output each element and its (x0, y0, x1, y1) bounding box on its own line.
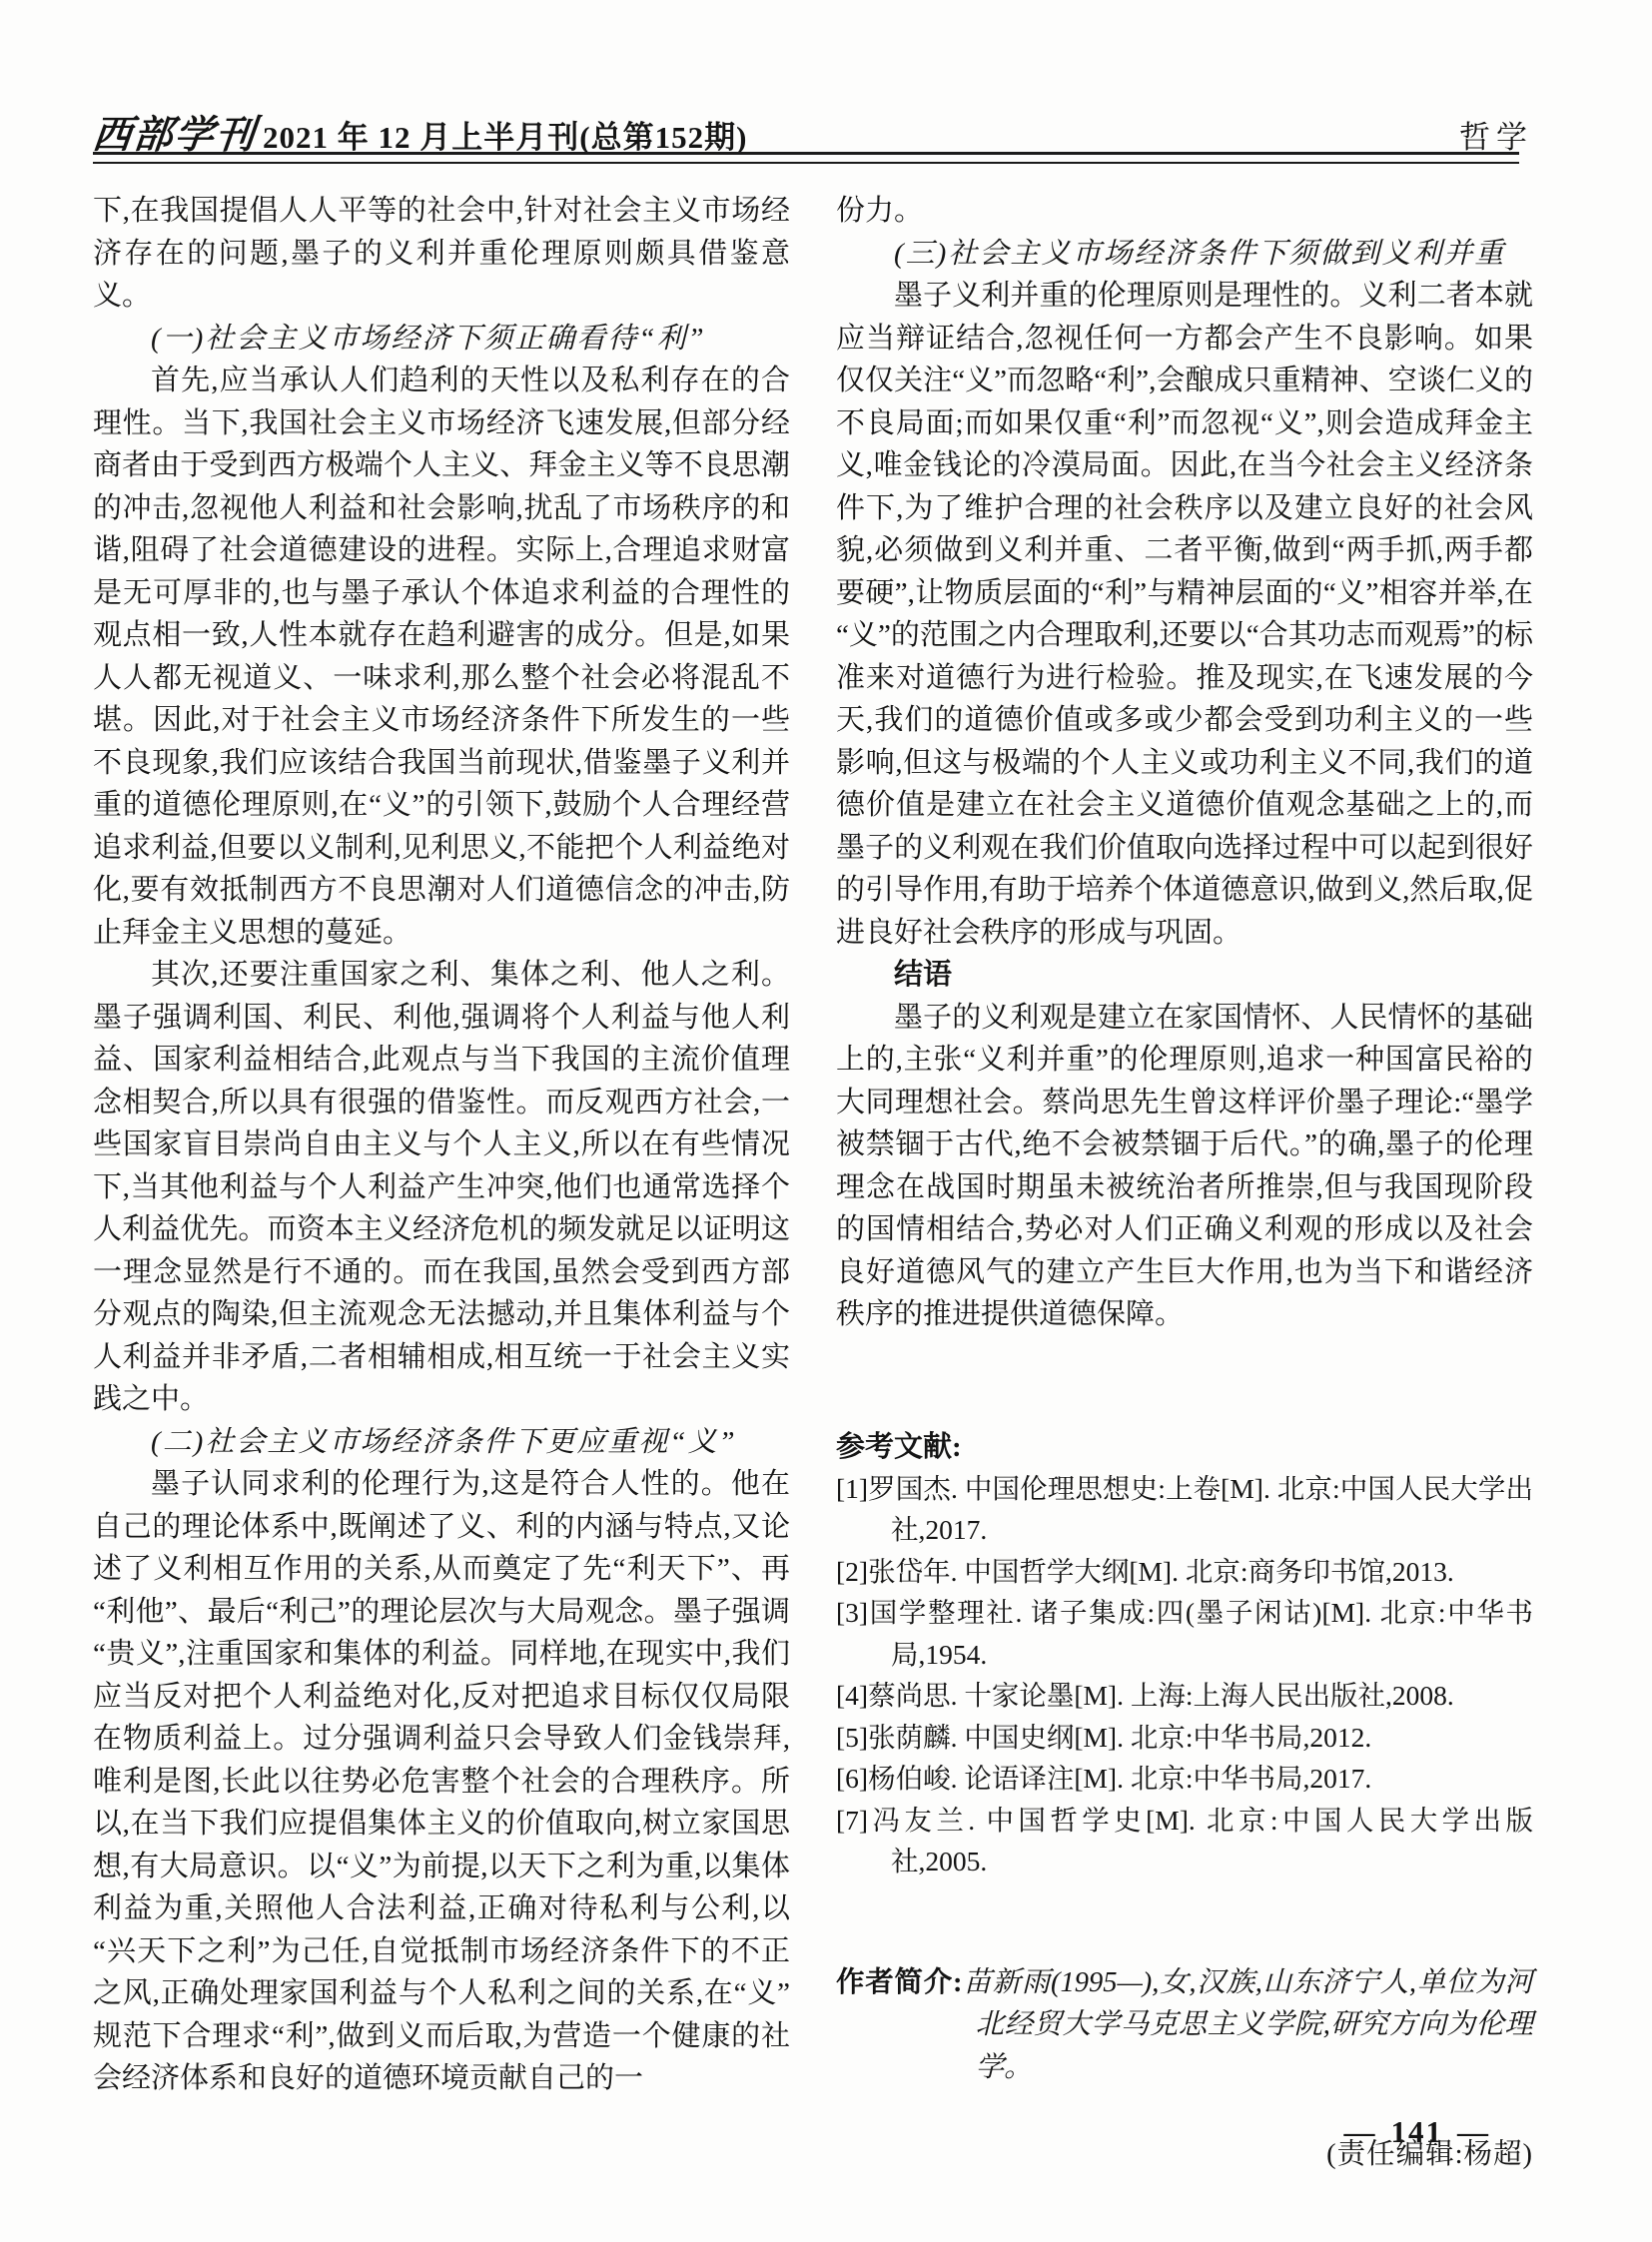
page-number (1330, 2114, 1505, 2150)
paragraph: 墨子义利并重的伦理原则是理性的。义利二者本就应当辩证结合,忽视任何一方都会产生不良影响。如果仅仅关注“义”而忽略“利”,会酿成只重精神、空谈仁义的不良局面;而如果仅重“利”而忽视“义”,则会造成拜金主义,唯金钱论的冷漠局面。因此,在当今社会主义经济条件下,为了维护合理的社会秩序以及建立良好的社会风貌,必须做到义利并重、二者平衡,做到“两手抓,两手都要硬”,让物质层面的“利”与精神层面的“义”相容并举,在“义”的范围之内合理取利,还要以“合其功志而观焉”的标准来对道德行为进行检验。推及现实,在飞速发展的今天,我们的道德价值或多或少都会受到功利主义的一些影响,但这与极端的个人主义或功利主义不同,我们的道德价值是建立在社会主义道德价值观念基础之上的,而墨子的义利观在我们价值取向选择过程中可以起到很好的引导作用,有助于培养个体道德意识,做到义,然后取,促进良好社会秩序的形成与巩固。 (836, 280, 1533, 949)
subsection-heading: (三)社会主义市场经济条件下须做到义利并重 (894, 237, 1506, 270)
reference-item: [3]国学整理社. 诸子集成:四(墨子闲诂)[M]. 北京:中华书局,1954. (836, 1597, 1533, 1670)
reference-item: [5]张荫麟. 中国史纲[M]. 北京:中华书局,2012. (836, 1721, 1372, 1753)
paragraph: 墨子的义利观是建立在家国情怀、人民情怀的基础上的,主张“义利并重”的伦理原则,追求一种国富民裕的大同理想社会。蔡尚思先生曾这样评价墨子理论:“墨学被禁锢于古代,绝不会被禁锢于后代。”的确,墨子的伦理理念在战国时期虽未被统治者所推崇,但与我国现阶段的国情相结合,势必对人们正确义利观的形成以及社会良好道德风气的建立产生巨大作用,也为当下和谐经济秩序的推进提供道德保障。 (836, 1001, 1533, 1330)
reference-item: [7]冯友兰. 中国哲学史[M]. 北京:中国人民大学出版社,2005. (836, 1804, 1533, 1876)
section-label: 哲学 (1459, 120, 1533, 155)
paragraph-continued: 下,在我国提倡人人平等的社会中,针对社会主义市场经济存在的问题,墨子的义利并重伦理原则颇具借鉴意义。 (93, 195, 790, 312)
journal-logo: 西部学刊 (90, 114, 259, 157)
reference-item: [4]蔡尚思. 十家论墨[M]. 上海:上海人民出版社,2008. (836, 1680, 1454, 1711)
reference-item: [1]罗国杰. 中国伦理思想史:上卷[M]. 北京:中国人民大学出社,2017. (836, 1472, 1533, 1545)
right-column (836, 190, 1533, 2172)
reference-item: [6]杨伯峻. 论语译注[M]. 北京:中华书局,2017. (836, 1763, 1372, 1794)
paragraph-continued: 份力。 (836, 195, 924, 227)
author-bio-label: 作者简介: (836, 1966, 963, 1998)
page-number-value: 141 (1390, 2114, 1443, 2149)
article-body (93, 190, 1533, 2172)
paragraph: 首先,应当承认人们趋利的天性以及私利存在的合理性。当下,我国社会主义市场经济飞速发展,但部分经商者由于受到西方极端个人主义、拜金主义等不良思潮的冲击,忽视他人利益和社会影响,扰乱了市场秩序的和谐,阻碍了社会道德建设的进程。实际上,合理追求财富是无可厚非的,也与墨子承认个体追求利益的合理性的观点相一致,人性本就存在趋利避害的成分。但是,如果人人都无视道义、一味求利,那么整个社会必将混乱不堪。因此,对于社会主义市场经济条件下所发生的一些不良现象,我们应该结合我国当前现状,借鉴墨子义利并重的道德伦理原则,在“义”的引领下,鼓励个人合理经营追求利益,但要以义制利,见利思义,不能把个人利益绝对化,要有效抵制西方不良思潮对人们道德信念的冲击,防止拜金主义思想的蔓延。 (93, 365, 790, 949)
author-bio (836, 1962, 1533, 2090)
header-divider (93, 152, 1519, 164)
references-heading: 参考文献: (836, 1430, 962, 1463)
editor-note: (责任编辑:杨超) (1326, 2139, 1533, 2170)
reference-item: [2]张岱年. 中国哲学大纲[M]. 北京:商务印书馆,2013. (836, 1555, 1454, 1587)
subsection-heading: (二)社会主义市场经济条件下更应重视“义” (151, 1425, 737, 1458)
issue-info: 2021 年 12 月上半月刊(总第152期) (263, 120, 748, 155)
subsection-heading: (一)社会主义市场经济下须正确看待“利” (151, 322, 706, 355)
page-number-dash-right: — (1457, 2114, 1490, 2149)
paragraph: 墨子认同求利的伦理行为,这是符合人性的。他在自己的理论体系中,既阐述了义、利的内涵与特点,又论述了义利相互作用的关系,从而奠定了先“利天下”、再“利他”、最后“利己”的理论层次与大局观念。墨子强调“贵义”,注重国家和集体的利益。同样地,在现实中,我们应当反对把个人利益绝对化,反对把追求目标仅仅局限在物质利益上。过分强调利益只会导致人们金钱崇拜,唯利是图,长此以往势必危害整个社会的合理秩序。所以,在当下我们应提倡集体主义的价值取向,树立家国思想,有大局意识。以“义”为前提,以天下之利为重,以集体利益为重,关照他人合法利益,正确对待私利与公利,以“兴天下之利”为己任,自觉抵制市场经济条件下的不正之风,正确处理家国利益与个人私利之间的关系,在“义”规范下合理求“利”,做到义而后取,为营造一个健康的社会经济体系和良好的道德环境贡献自己的一 (93, 1468, 790, 2094)
paragraph: 其次,还要注重国家之利、集体之利、他人之利。墨子强调利国、利民、利他,强调将个人利益与他人利益、国家利益相结合,此观点与当下我国的主流价值理念相契合,所以具有很强的借鉴性。而反观西方社会,一些国家盲目崇尚自由主义与个人主义,所以在有些情况下,当其他利益与个人利益产生冲突,他们也通常选择个人利益优先。而资本主义经济危机的频发就足以证明这一理念显然是行不通的。而在我国,虽然会受到西方部分观点的陶染,但主流观念无法撼动,并且集体利益与个人利益并非矛盾,二者相辅相成,相互统一于社会主义实践之中。 (93, 959, 790, 1415)
page-number-dash-left: — (1343, 2114, 1377, 2149)
left-column (93, 190, 790, 2172)
author-bio-text: 苗新雨(1995—),女,汉族,山东济宁人,单位为河北经贸大学马克思主义学院,研究方向为伦理学。 (962, 1966, 1533, 2083)
section-heading: 结语 (894, 959, 953, 991)
